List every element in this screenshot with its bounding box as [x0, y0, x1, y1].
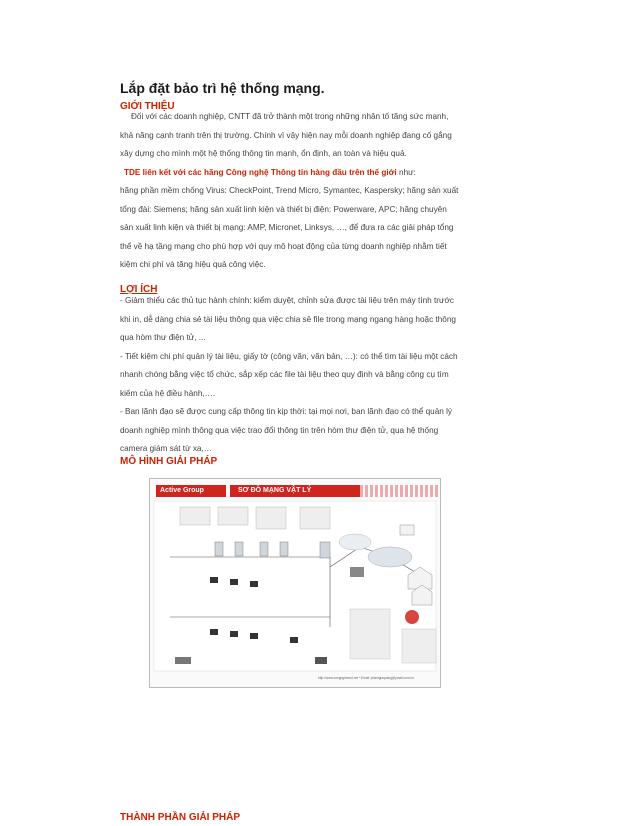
network-diagram	[149, 478, 441, 688]
intro-line: kiệm chi phí và tăng hiệu quả công việc.	[120, 260, 266, 269]
intro-paragraph	[120, 108, 520, 275]
components-heading: THÀNH PHẦN GIẢI PHÁP	[120, 812, 241, 823]
benefit-line: khi in, dễ dàng chia sẻ tài liệu thông qua việc chia sẻ file trong mạng ngang hàng hoặc thông	[120, 314, 456, 324]
diagram-footer: http://www.congnghemoi.net * Email: phamgiaquang@ymail.com.vn	[318, 676, 414, 680]
benefit-line: nhanh chóng bằng việc tổ chức, sắp xếp các file tài liệu theo quy định và bằng công cụ tìm	[120, 370, 449, 379]
adsl-router	[350, 567, 364, 577]
intro-heading: GIỚI THIỆU	[120, 101, 175, 112]
benefit-line: - Ban lãnh đạo sẽ được cung cấp thông tin kịp thời: tại mọi nơi, ban lãnh đạo có thể quản lý	[120, 407, 453, 416]
diagram-drawing	[150, 497, 440, 687]
benefit-line: - Giảm thiểu các thủ tục hành chính: kiểm duyệt, chỉnh sửa được tài liệu trên máy tính trước	[120, 296, 454, 305]
vpn-cloud	[339, 534, 371, 550]
benefit-line: kiếm của hệ điều hành,….	[120, 388, 216, 398]
legend-box	[218, 507, 248, 525]
benefit-line: qua hòm thư điện tử, ...	[120, 333, 206, 342]
intro-line: thể về hạ tầng mạng cho phù hợp với quy mô hoạt động của từng doanh nghiệp nhằm tiết	[120, 241, 447, 251]
intro-line: khả năng cạnh tranh trên thị trường. Chính vì vậy hiện nay mỗi doanh nghiệp đang cố gắng	[120, 130, 452, 140]
intro-text: như:	[396, 167, 416, 177]
legend-box	[300, 507, 330, 529]
legend-box	[256, 507, 286, 529]
page-title: Lắp đặt bảo trì hệ thống mạng.	[120, 80, 325, 96]
help-question-icon	[405, 610, 419, 624]
diagram-brand: Active Group	[156, 485, 226, 497]
intro-line: sản xuất linh kiện và thiết bị mạng: AMP, Micronet, Linksys, …, để đưa ra các giải pháp tổng	[120, 223, 454, 232]
diagram-frame	[154, 501, 436, 671]
benefit-line: doanh nghiệp mình thông qua việc trao đổi thông tin trên hòm thư điện tử, qua hệ thống	[120, 425, 439, 435]
benefits-paragraph	[120, 292, 520, 459]
partner-highlight: TDE liên kết với các hãng Công nghệ Thông tin hàng đầu trên thế giới	[124, 167, 397, 177]
legend-box	[180, 507, 210, 525]
intro-line: tổng đài: Siemens; hãng sản xuất linh kiện và thiết bị điện: Powerware, APC; hãng chuyên	[120, 204, 447, 214]
model-heading: MÔ HÌNH GIẢI PHÁP	[120, 456, 218, 467]
diagram-title: SƠ ĐỒ MẠNG VẬT LÝ	[230, 485, 360, 497]
intro-line: hãng phần mềm chống Virus: CheckPoint, Trend Micro, Symantec, Kaspersky; hãng sản xuất	[120, 186, 459, 195]
diagram-header-band	[360, 485, 440, 497]
diagram-header	[150, 483, 440, 497]
intro-line	[120, 164, 520, 183]
intro-line: xây dựng cho mình một hệ thống thông tin mạnh, ổn định, an toàn và hiệu quả.	[120, 149, 407, 158]
benefit-line: camera giám sát từ xa,…	[120, 444, 212, 453]
scanner	[175, 657, 191, 664]
intro-line: Đối với các doanh nghiệp, CNTT đã trở thành một trong những nhân tố tăng sức mạnh,	[131, 112, 449, 121]
telephone-cable-box	[315, 657, 327, 664]
benefit-line: - Tiết kiệm chi phí quản lý tài liệu, giấy tờ (công văn, văn bản, …): có thể tìm tài liệu một cách	[120, 351, 458, 361]
internet-cloud	[368, 547, 412, 567]
benefits-heading: LỢI ÍCH	[120, 284, 158, 295]
